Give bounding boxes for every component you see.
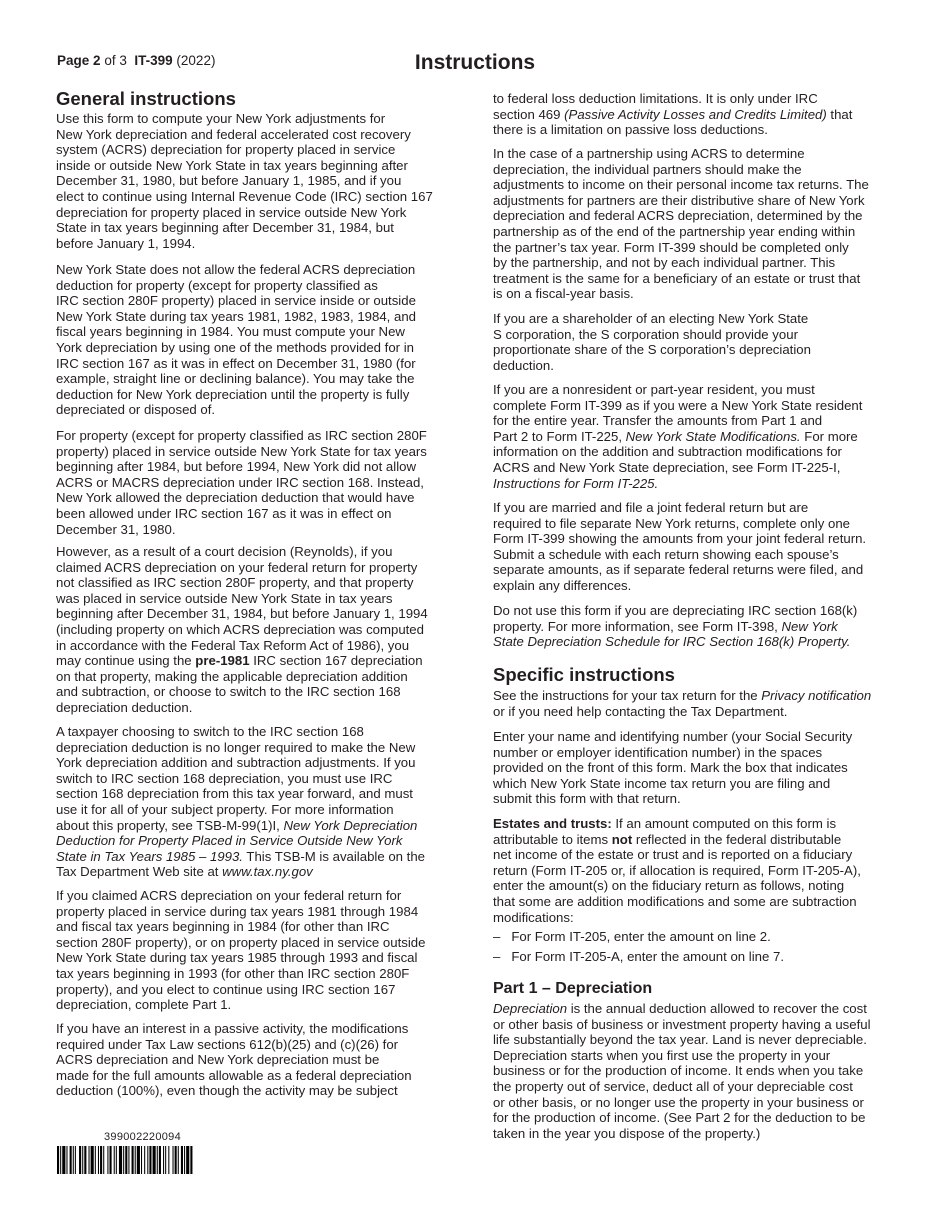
- general-paragraph-cont-2: In the case of a partnership using ACRS to determine depreciation, the individual partners should make the adjustments to income on their personal income tax returns. The adjustments for partners are their distributive share of New York depreciation and federal ACRS depreciation, determined by the partnership as of the end of the partnership year ending within the partner’s tax year. Form IT-399 should be completed only by the partnership, and not by each individual partner. This treatment is the same for a beneficiary of an estate or trust that is on a fiscal-year basis.: [493, 146, 869, 302]
- general-paragraph-7: If you have an interest in a passive activity, the modifications required under Tax Law sections 612(b)(25) and (c)(26) for ACRS depreciation and New York depreciation must be made for the full amounts allowable as a federal depreciation deduction (100%), even though the activity may be subject: [56, 1021, 412, 1099]
- general-paragraph-cont-3: If you are a shareholder of an electing New York State S corporation, the S corporation should provide your proportionate share of the S corporation’s depreciation deduction.: [493, 311, 811, 373]
- specific-paragraph-4: – For Form IT-205, enter the amount on line 2.: [493, 929, 771, 944]
- general-paragraph-cont-6: Do not use this form if you are depreciating IRC section 168(k) property. For more information, see Form IT-398, New York State Depreciation Schedule for IRC Section 168(k) Property.: [493, 603, 858, 650]
- specific-paragraph-2: Enter your name and identifying number (your Social Security number or employer identification number) in the spaces provided on the front of this form. Mark the box that indicates which New York State income tax return you are filing and submit this form with that return.: [493, 729, 853, 807]
- general-paragraph-cont-5: If you are married and file a joint federal return but are required to file separate New York returns, complete only one Form IT-399 showing the amounts from your joint federal return. Submit a schedule with each return showing each spouse’s separate amounts, as if separate federal returns were filed, and explain any differences.: [493, 500, 867, 593]
- page-title: Instructions: [414, 51, 536, 74]
- form-number: IT-399: [134, 53, 173, 68]
- page-label: Page: [57, 53, 90, 68]
- specific-paragraph-3: Estates and trusts: If an amount computed on this form is attributable to items not reflected in the federal distributable net income of the estate or trust and is reported on a fiduciary return (Form IT-205 or, if allocation is required, Form IT-205-A), enter the amount(s) on the fiduciary return as follows, noting that some are addition modifications and some are subtraction modifications:: [493, 816, 861, 925]
- barcode-image: [57, 1146, 239, 1174]
- general-paragraph-cont-1: to federal loss deduction limitations. It is only under IRC section 469 (Passive Activity Losses and Credits Limited) that there is a limitation on passive loss deductions.: [493, 91, 853, 138]
- specific-paragraph-1: See the instructions for your tax return for the Privacy notification or if you need help contacting the Tax Department.: [493, 688, 872, 719]
- general-instructions-heading: General instructions: [56, 88, 236, 109]
- general-paragraph-6: If you claimed ACRS depreciation on your federal return for property placed in service during tax years 1981 through 1984 and fiscal tax years beginning in 1984 (for other than IRC section 280F property), or on property placed in service outside New York State during tax years 1985 through 1993 and fiscal tax years beginning in 1993 (for other than IRC section 280F property), and you elect to continue using IRC section 167 depreciation, complete Part 1.: [56, 888, 426, 1013]
- general-paragraph-cont-4: If you are a nonresident or part-year resident, you must complete Form IT-399 as if you were a New York State resident for the entire year. Transfer the amounts from Part 1 and Part 2 to Form IT-225, New York State Modifications. For more information on the addition and subtraction modifications for ACRS and New York State depreciation, see Form IT-225-I, Instructions for Form IT-225.: [493, 382, 863, 491]
- form-year: (2022): [176, 53, 216, 68]
- general-paragraph-3: For property (except for property classified as IRC section 280F property) placed in service outside New York State for tax years beginning after 1984, but before 1994, New York did not allow ACRS or MACRS depreciation under IRC section 168. Instead, New York allowed the depreciation deduction that would have been allowed under IRC section 167 as it was in effect on December 31, 1980.: [56, 428, 427, 537]
- general-paragraph-4: However, as a result of a court decision (Reynolds), if you claimed ACRS depreciation on your federal return for property not classified as IRC section 280F property, and that property was placed in service outside New York State in tax years beginning after December 31, 1984, but before January 1, 1994 (including property on which ACRS depreciation was computed in accordance with the Federal Tax Reform Act of 1986), you may continue using the pre-1981 IRC section 167 depreciation on that property, making the applicable depreciation addition and subtraction, or choose to switch to the IRC section 168 depreciation deduction.: [56, 544, 428, 715]
- page-of: of 3: [104, 53, 127, 68]
- general-paragraph-5: A taxpayer choosing to switch to the IRC section 168 depreciation deduction is no longer required to make the New York depreciation addition and subtraction adjustments. If you switch to IRC section 168 depreciation, you must use IRC section 168 depreciation from this tax year forward, and must use it for all of your subject property. For more information about this property, see TSB-M-99(1)I, New York Depreciation Deduction for Property Placed in Service Outside New York State in Tax Years 1985 – 1993. This TSB-M is available on the Tax Department Web site at www.tax.ny.gov: [56, 724, 425, 880]
- part1-paragraph-1: Depreciation is the annual deduction allowed to recover the cost or other basis of business or investment property having a useful life substantially beyond the tax year. Land is never depreciable. Depreciation starts when you first use the property in your business or for the production of income. It ends when you take the property out of service, deduct all of your depreciable cost or other basis, or no longer use the property in your business or for the production of income. (See Part 2 for the deduction to be taken in the year you dispose of the property.): [493, 1001, 871, 1141]
- general-paragraph-2: New York State does not allow the federal ACRS depreciation deduction for property (except for property classified as IRC section 280F property) placed in service inside or outside New York State during tax years 1981, 1982, 1983, 1984, and fiscal years beginning in 1984. You must compute your New York depreciation by using one of the methods provided for in IRC section 167 as it was in effect on December 31, 1980 (for example, straight line or declining balance). You may take the deduction for New York depreciation until the property is fully depreciated or disposed of.: [56, 262, 416, 418]
- part1-heading: Part 1 – Depreciation: [493, 980, 653, 997]
- specific-instructions-heading: Specific instructions: [493, 664, 675, 685]
- barcode-number: 399002220094: [104, 1131, 182, 1143]
- general-paragraph-1: Use this form to compute your New York adjustments for New York depreciation and federal accelerated cost recovery system (ACRS) depreciation for property placed in service inside or outside New York State in tax years beginning after December 31, 1980, but before January 1, 1985, and if you elect to continue using Internal Revenue Code (IRC) section 167 depreciation for property placed in service outside New York State in tax years beginning after December 31, 1984, but before January 1, 1994.: [56, 111, 433, 251]
- page-number: 2: [93, 53, 101, 68]
- specific-paragraph-5: – For Form IT-205-A, enter the amount on line 7.: [493, 949, 784, 964]
